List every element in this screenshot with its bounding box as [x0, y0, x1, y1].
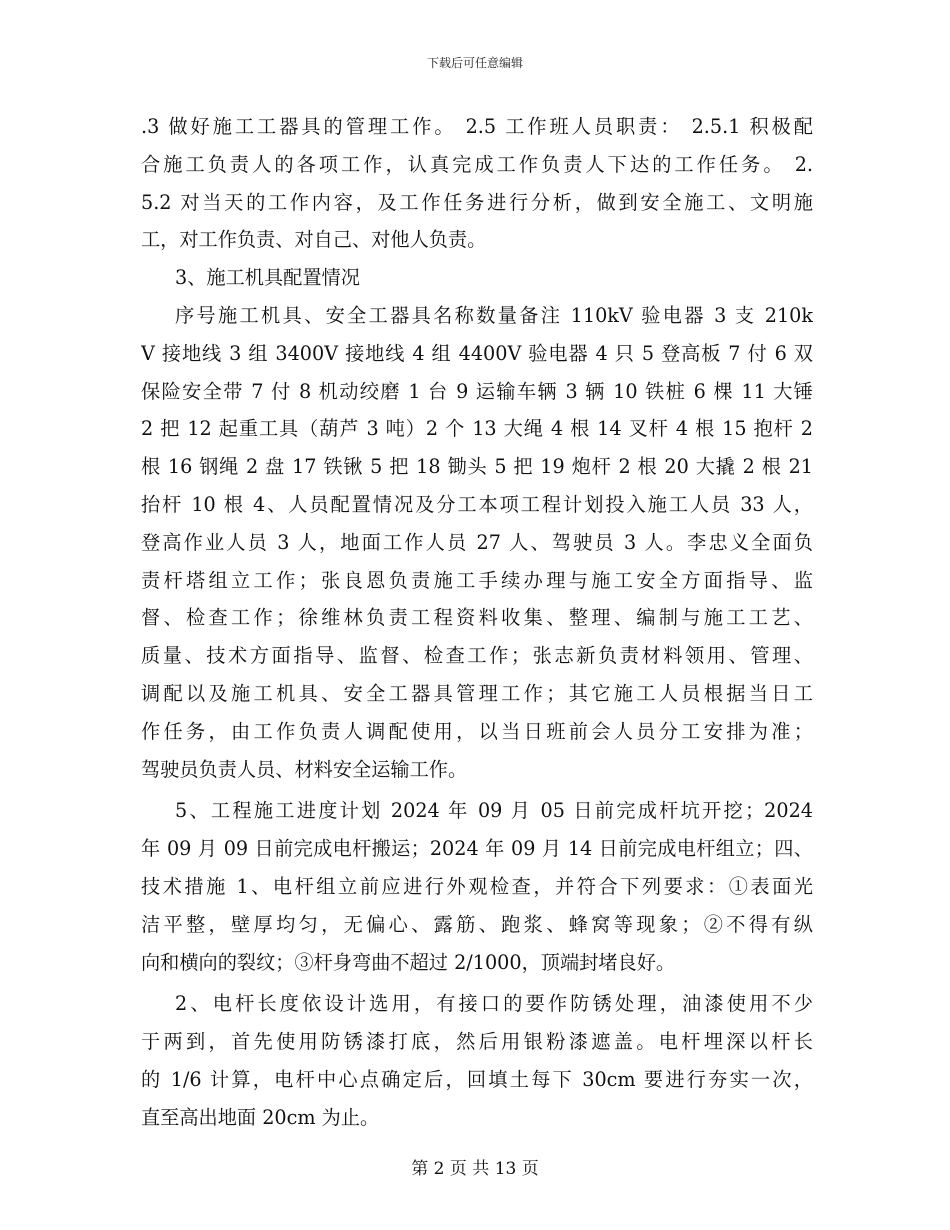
text-line: V 接地线 3 组 3400V 接地线 4 组 4400V 验电器 4 只 5 登高板 7 付 6 双: [141, 341, 813, 365]
page-header-note: 下载后可任意编辑: [426, 56, 523, 70]
text-line: 直至高出地面 20cm 为止。: [141, 1105, 380, 1129]
text-line: .3 做好施工工器具的管理工作。 2.5 工作班人员职责： 2.5.1 积极配: [141, 115, 813, 138]
text-line: 责杆塔组立工作；张良恩负责施工手续办理与施工安全方面指导、监: [141, 568, 813, 592]
text-line: 年 09 月 09 日前完成电杆搬运；2024 年 09 月 14 日前完成电杆组立；四、: [141, 837, 813, 861]
text-line: 驾驶员负责人员、材料安全运输工作。: [141, 757, 468, 781]
text-line: 作任务，由工作负责人调配使用，以当日班前会人员分工安排为准；: [141, 719, 813, 743]
page-number: 第 2 页 共 13 页: [411, 1159, 539, 1179]
text-line: 于两到，首先使用防锈漆打底，然后用银粉漆遮盖。电杆埋深以杆长: [141, 1030, 813, 1054]
paragraph: [141, 792, 813, 981]
text-line: 抬杆 10 根 4、人员配置情况及分工本项工程计划投入施工人员 33 人，: [141, 492, 813, 516]
text-line: 登高作业人员 3 人，地面工作人员 27 人、驾驶员 3 人。李忠义全面负: [141, 530, 813, 554]
text-line: 5、工程施工进度计划 2024 年 09 月 05 日前完成杆坑开挖；2024: [175, 799, 813, 823]
text-line: 督、检查工作；徐维林负责工程资料收集、整理、编制与施工工艺、: [141, 606, 813, 630]
text-line: 保险安全带 7 付 8 机动绞磨 1 台 9 运输车辆 3 辆 10 铁桩 6 棵 11 大锤: [141, 379, 813, 403]
text-line: 调配以及施工机具、安全工器具管理工作；其它施工人员根据当日工: [141, 681, 813, 705]
text-line: 工，对工作负责、对自己、对他人负责。: [141, 228, 487, 252]
text-line: 根 16 钢绳 2 盘 17 铁锹 5 把 18 锄头 5 把 19 炮杆 2 根 20 大撬 2 根 21: [141, 455, 813, 479]
text-line: 2、电杆长度依设计选用，有接口的要作防锈处理，油漆使用不少: [175, 992, 813, 1016]
text-line: 合施工负责人的各项工作，认真完成工作负责人下达的工作任务。 2.: [141, 152, 813, 176]
text-line: 的 1/6 计算，电杆中心点确定后，回填土每下 30cm 要进行夯实一次，: [141, 1067, 813, 1091]
text-line: 质量、技术方面指导、监督、检查工作；张志新负责材料领用、管理、: [141, 644, 813, 668]
text-line: 序号施工机具、安全工器具名称数量备注 110kV 验电器 3 支 210k: [175, 303, 813, 327]
text-line: 5.2 对当天的工作内容，及工作任务进行分析，做到安全施工、文明施: [141, 190, 813, 214]
text-line: 洁平整，壁厚均匀，无偏心、露筋、跑浆、蜂窝等现象；②不得有纵: [141, 912, 813, 936]
paragraph: [141, 297, 813, 788]
text-line: 2 把 12 起重工具（葫芦 3 吨）2 个 13 大绳 4 根 14 叉杆 4 根 15 抱杆 2: [141, 417, 813, 441]
text-line: 技术措施 1、电杆组立前应进行外观检查，并符合下列要求：①表面光: [141, 874, 813, 898]
paragraph: [141, 108, 813, 259]
section-heading: [141, 259, 813, 297]
text-line: 3、施工机具配置情况: [175, 266, 360, 290]
document-body: [141, 108, 813, 1137]
paragraph: [141, 985, 813, 1136]
text-line: 向和横向的裂纹；③杆身弯曲不超过 2/1000，顶端封堵良好。: [141, 950, 676, 974]
